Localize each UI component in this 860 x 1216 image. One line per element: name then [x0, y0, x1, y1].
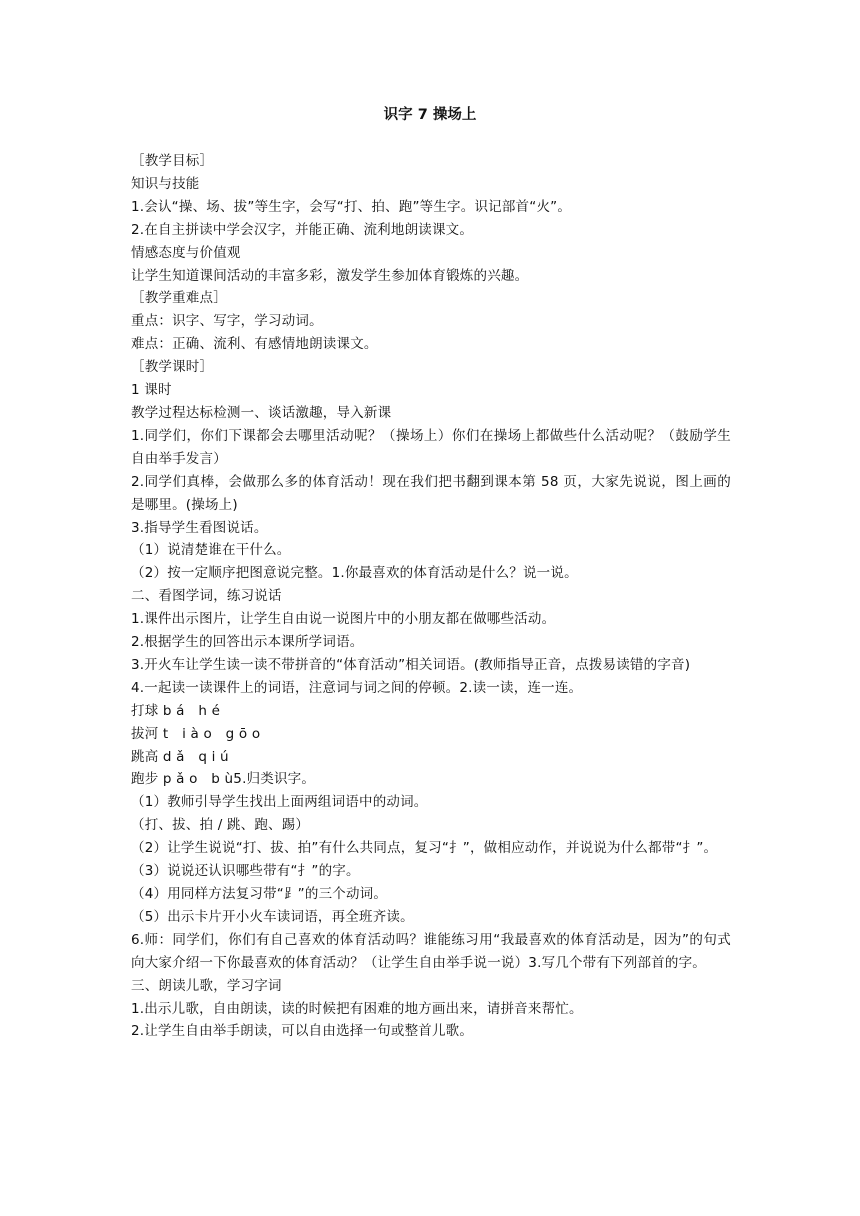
paragraph: 1.出示儿歌，自由朗读，读的时候把有困难的地方画出来，请拼音来帮忙。 [131, 1000, 583, 1017]
paragraph: 2.让学生自由举手朗读，可以自由选择一句或整首儿歌。 [131, 1023, 474, 1040]
paragraph: 让学生知道课间活动的丰富多彩，激发学生参加体育锻炼的兴趣。 [131, 267, 529, 284]
section-heading-periods: ［教学课时］ [131, 359, 214, 376]
subheading-knowledge-skills: 知识与技能 [131, 175, 200, 192]
paragraph: 1.会认“操、场、拔”等生字，会写“打、拍、跑”等生字。识记部首“火”。 [131, 198, 572, 215]
pinyin-line: 跳高 d ǎ q i ú [131, 748, 229, 765]
section-heading-key-points: ［教学重难点］ [131, 290, 227, 307]
paragraph: 教学过程达标检测一、谈话激趣，导入新课 [131, 404, 392, 421]
section-heading-rhyme: 三、朗读儿歌，学习字词 [131, 977, 282, 994]
section-heading-picture-words: 二、看图学词，练习说话 [131, 588, 282, 605]
document-title: 识字 7 操场上 [383, 107, 477, 123]
section-heading-objectives: ［教学目标］ [131, 153, 214, 169]
paragraph: （2）让学生说说“打、拔、拍”有什么共同点，复习“扌”，做相应动作，并说说为什么都带“扌”。 [131, 840, 718, 857]
paragraph: （1）说清楚谁在干什么。 [131, 542, 291, 559]
paragraph: （1）教师引导学生找出上面两组词语中的动词。 [131, 794, 428, 811]
paragraph: 4.一起读一读课件上的词语，注意词与词之间的停顿。2.读一读，连一连。 [131, 679, 583, 696]
document-body [131, 150, 731, 1043]
paragraph: （4）用同样方法复习带“⻊”的三个动词。 [131, 886, 388, 902]
paragraph: （打、拔、拍 / 跳、跑、踢） [131, 817, 310, 834]
paragraph: 难点：正确、流利、有感情地朗读课文。 [131, 336, 378, 353]
paragraph: 1.同学们，你们下课都会去哪里活动呢？（操场上）你们在操场上都做些什么活动呢？（鼓励学生自由举手发言） [131, 427, 731, 467]
paragraph: 2.根据学生的回答出示本课所学词语。 [131, 634, 364, 651]
paragraph: （5）出示卡片开小火车读词语，再全班齐读。 [131, 908, 414, 925]
paragraph: 6.师：同学们，你们有自己喜欢的体育活动吗？谁能练习用“我最喜欢的体育活动是，因为”的句式向大家介绍一下你最喜欢的体育活动？（让学生自由举手说一说）3.写几个带有下列部首的字。 [131, 931, 731, 971]
paragraph: 重点：识字、写字，学习动词。 [131, 313, 323, 330]
paragraph: 2.同学们真棒，会做那么多的体育活动！现在我们把书翻到课本第 58 页，大家先说说，图上画的是哪里。(操场上) [131, 473, 731, 513]
paragraph: 3.指导学生看图说话。 [131, 519, 268, 536]
paragraph: 1 课时 [131, 382, 172, 399]
paragraph: （2）按一定顺序把图意说完整。1.你最喜欢的体育活动是什么？说一说。 [131, 565, 578, 582]
paragraph: 2.在自主拼读中学会汉字，并能正确、流利地朗读课文。 [131, 221, 474, 238]
pinyin-line: 拔河 t i à o g ō o [131, 725, 261, 742]
subheading-emotion-values: 情感态度与价值观 [131, 244, 241, 261]
pinyin-line: 跑步 p ǎ o b ù5.归类识字。 [131, 771, 316, 788]
pinyin-line: 打球 b á h é [131, 702, 221, 719]
paragraph: （3）说说还认识哪些带有“扌”的字。 [131, 863, 360, 880]
paragraph: 1.课件出示图片，让学生自由说一说图片中的小朋友都在做哪些活动。 [131, 611, 556, 628]
paragraph: 3.开火车让学生读一读不带拼音的“体育活动”相关词语。(教师指导正音，点拨易读错的字音) [131, 656, 691, 673]
